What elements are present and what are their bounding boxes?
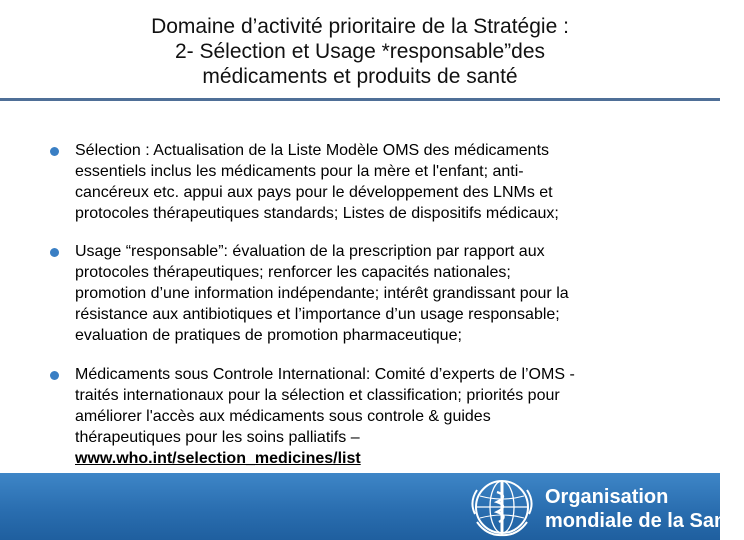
bullet-dot-icon	[50, 248, 59, 257]
bullet-list	[50, 140, 690, 469]
title-line-3: médicaments et produits de santé	[202, 65, 518, 88]
title-line-1: Domaine d’activité prioritaire de la Stratégie :	[151, 15, 569, 38]
org-name-line-1: Organisation	[545, 486, 669, 508]
bullet-text-line: améliorer l'accès aux médicaments sous controle & guides	[75, 408, 491, 425]
bullet-text-line: protocoles thérapeutiques standards; Listes de dispositifs médicaux;	[75, 205, 559, 222]
bullet-text-line: thérapeutiques pour les soins palliatifs –	[75, 429, 360, 446]
title-line-2: 2- Sélection et Usage *responsable”des	[174, 40, 546, 63]
bullet-item-usage	[50, 241, 690, 346]
org-name	[545, 485, 744, 533]
who-selection-link[interactable]: www.who.int/selection_medicines/list	[75, 450, 361, 467]
bullet-text-line: promotion d’une information indépendante; intérêt grandissant pour la	[75, 285, 569, 302]
bullet-item-controle	[50, 364, 690, 469]
bullet-dot-icon	[50, 371, 59, 380]
org-name-line-2: mondiale de la Santé	[545, 510, 744, 532]
bullet-text-line: essentiels inclus les médicaments pour la mère et l'enfant; anti-	[75, 163, 524, 180]
title-divider	[0, 98, 720, 101]
bullet-text-line: protocoles thérapeutiques; renforcer les capacités nationales;	[75, 264, 511, 281]
slide-title	[0, 14, 720, 89]
bullet-text-line: evaluation de pratiques de promotion pharmaceutique;	[75, 327, 462, 344]
bullet-text-line: traités internationaux pour la sélection et classification; priorités pour	[75, 387, 560, 404]
bullet-text-line: Usage “responsable”: évaluation de la prescription par rapport aux	[75, 243, 545, 260]
bullet-text-line: cancéreux etc. appui aux pays pour le développement des LNMs et	[75, 184, 553, 201]
who-emblem-icon	[471, 476, 533, 538]
bullet-text-line: Médicaments sous Controle International: Comité d’experts de l’OMS -	[75, 366, 575, 383]
bullet-item-selection	[50, 140, 690, 224]
bullet-text-line: résistance aux antibiotiques et l’importance d’un usage responsable;	[75, 306, 560, 323]
bullet-text-line: Sélection : Actualisation de la Liste Modèle OMS des médicaments	[75, 142, 550, 159]
bullet-dot-icon	[50, 147, 59, 156]
